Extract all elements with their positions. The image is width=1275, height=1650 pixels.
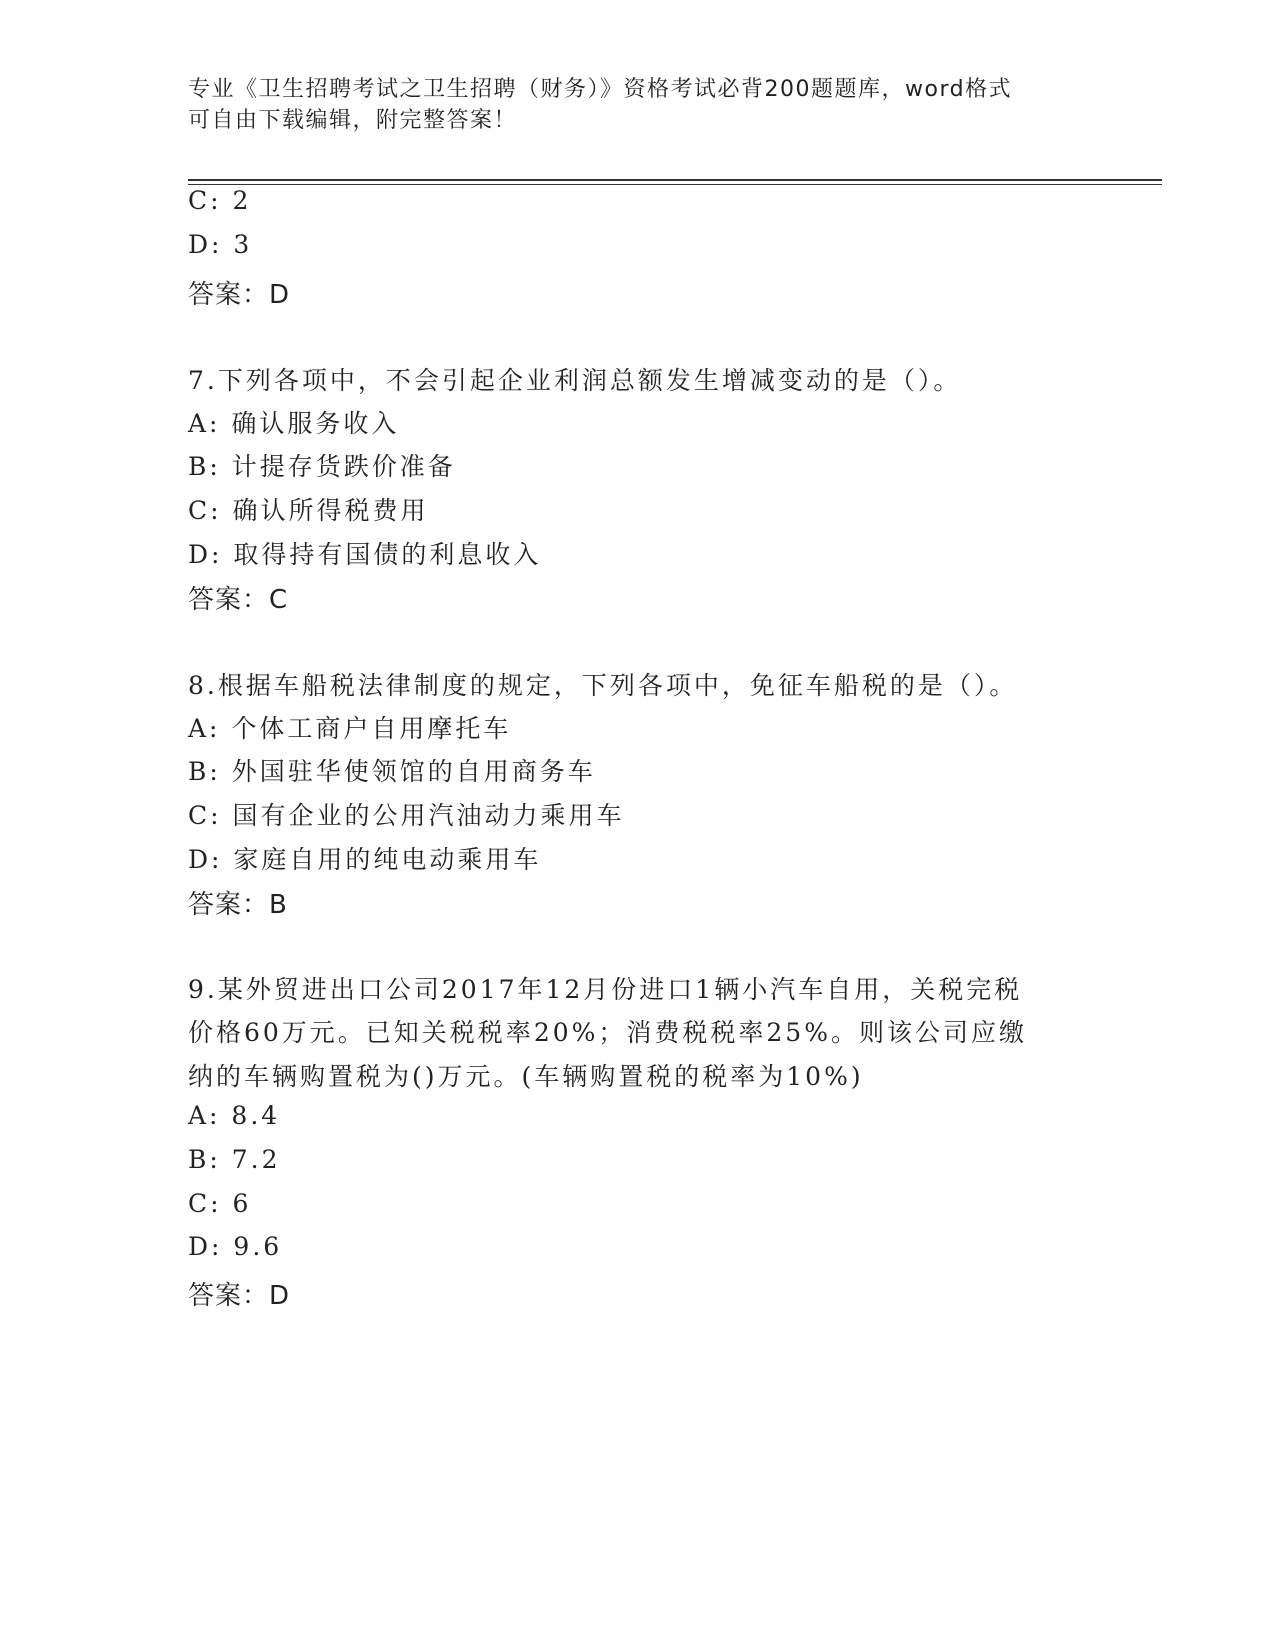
q9-stem-line-3: 纳的车辆购置税为()万元。(车辆购置税的税率为10%) — [188, 1062, 864, 1091]
prev-option-d: D: 3 — [188, 230, 253, 259]
q7-answer: 答案：C — [188, 585, 289, 615]
prev-option-c: C: 2 — [188, 186, 252, 215]
q8-stem: 8.根据车船税法律制度的规定，下列各项中，免征车船税的是（）。 — [188, 671, 1018, 700]
q8-option-a: A: 个体工商户自用摩托车 — [188, 714, 512, 743]
q8-option-d: D: 家庭自用的纯电动乘用车 — [188, 845, 542, 874]
q7-stem: 7.下列各项中，不会引起企业利润总额发生增减变动的是（）。 — [188, 366, 962, 395]
q9-answer: 答案：D — [188, 1281, 291, 1311]
prev-answer: 答案：D — [188, 280, 291, 310]
q7-option-d: D: 取得持有国债的利息收入 — [188, 540, 542, 569]
q8-option-c: C: 国有企业的公用汽油动力乘用车 — [188, 801, 625, 830]
header-title-line-2: 可自由下载编辑，附完整答案！ — [188, 108, 518, 133]
header-title-line-1: 专业《卫生招聘考试之卫生招聘（财务）》资格考试必背200题题库，word格式 — [188, 77, 1013, 102]
q7-option-a: A: 确认服务收入 — [188, 409, 400, 438]
q9-option-a: A: 8.4 — [188, 1101, 281, 1130]
q7-option-c: C: 确认所得税费用 — [188, 496, 429, 525]
q9-option-c: C: 6 — [188, 1189, 252, 1218]
q9-option-d: D: 9.6 — [188, 1232, 283, 1261]
q9-stem-line-2: 价格60万元。已知关税税率20%；消费税税率25%。则该公司应缴 — [188, 1018, 1027, 1047]
q8-answer: 答案：B — [188, 890, 288, 920]
header-rule-thin — [188, 184, 1162, 185]
document-header — [188, 74, 1088, 136]
q8-option-b: B: 外国驻华使领馆的自用商务车 — [188, 757, 596, 786]
q9-stem-line-1: 9.某外贸进出口公司2017年12月份进口1辆小汽车自用，关税完税 — [188, 975, 1023, 1004]
q9-option-b: B: 7.2 — [188, 1145, 281, 1174]
q7-option-b: B: 计提存货跌价准备 — [188, 452, 456, 481]
header-rule-thick — [188, 179, 1162, 181]
